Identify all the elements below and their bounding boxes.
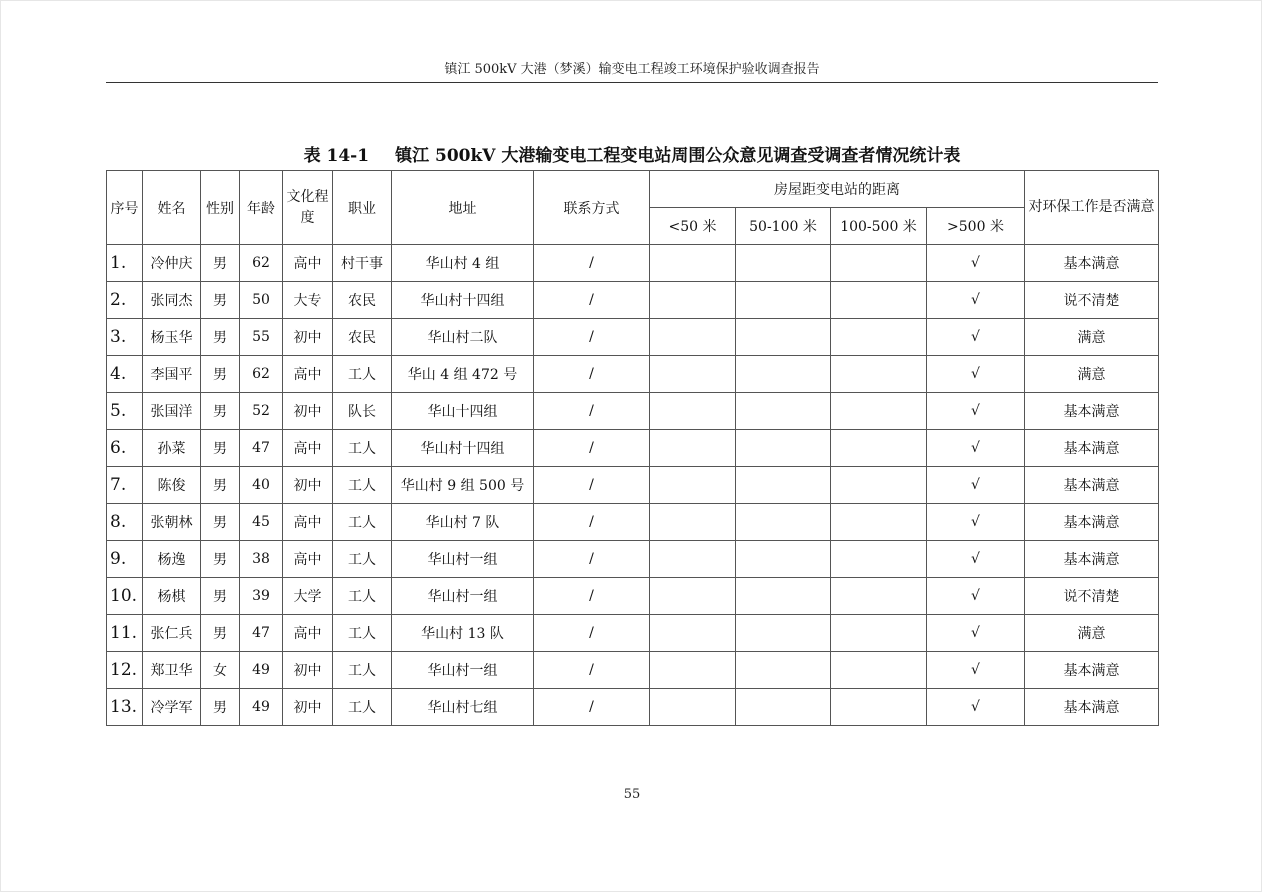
cell-occupation: 队长 (333, 393, 392, 430)
header-age: 年龄 (240, 171, 283, 245)
cell-distance-gt500: √ (927, 689, 1025, 726)
cell-occupation: 农民 (333, 319, 392, 356)
cell-gender: 男 (201, 245, 240, 282)
cell-address: 华山 4 组 472 号 (392, 356, 534, 393)
cell-name: 杨逸 (143, 541, 201, 578)
cell-distance-gt500: √ (927, 245, 1025, 282)
cell-distance-gt500: √ (927, 541, 1025, 578)
cell-occupation: 工人 (333, 467, 392, 504)
cell-address: 华山十四组 (392, 393, 534, 430)
cell-contact: / (534, 689, 650, 726)
cell-distance-lt50 (650, 578, 736, 615)
table-row (107, 430, 1159, 467)
cell-address: 华山村十四组 (392, 430, 534, 467)
cell-no: 8. (107, 504, 143, 541)
cell-education: 初中 (283, 393, 333, 430)
cell-no: 5. (107, 393, 143, 430)
cell-age: 55 (240, 319, 283, 356)
cell-distance-50-100 (736, 319, 831, 356)
cell-distance-100-500 (831, 467, 927, 504)
cell-satisfaction: 基本满意 (1025, 430, 1159, 467)
cell-satisfaction: 说不清楚 (1025, 282, 1159, 319)
cell-gender: 男 (201, 578, 240, 615)
table-caption (106, 145, 1158, 167)
cell-age: 38 (240, 541, 283, 578)
cell-distance-100-500 (831, 652, 927, 689)
table-row (107, 393, 1159, 430)
cell-education: 初中 (283, 467, 333, 504)
table-row (107, 282, 1159, 319)
cell-age: 47 (240, 430, 283, 467)
cell-satisfaction: 基本满意 (1025, 467, 1159, 504)
cell-contact: / (534, 504, 650, 541)
cell-gender: 男 (201, 356, 240, 393)
cell-contact: / (534, 541, 650, 578)
page-number: 55 (623, 787, 641, 802)
cell-age: 39 (240, 578, 283, 615)
cell-distance-100-500 (831, 430, 927, 467)
cell-distance-lt50 (650, 652, 736, 689)
cell-distance-100-500 (831, 504, 927, 541)
cell-satisfaction: 基本满意 (1025, 652, 1159, 689)
cell-no: 6. (107, 430, 143, 467)
cell-no: 1. (107, 245, 143, 282)
cell-distance-100-500 (831, 245, 927, 282)
cell-education: 大专 (283, 282, 333, 319)
cell-satisfaction: 满意 (1025, 319, 1159, 356)
cell-education: 高中 (283, 356, 333, 393)
cell-distance-lt50 (650, 245, 736, 282)
cell-distance-50-100 (736, 689, 831, 726)
cell-no: 7. (107, 467, 143, 504)
cell-distance-gt500: √ (927, 430, 1025, 467)
cell-distance-gt500: √ (927, 282, 1025, 319)
table-row (107, 467, 1159, 504)
cell-distance-50-100 (736, 652, 831, 689)
cell-distance-lt50 (650, 541, 736, 578)
cell-distance-gt500: √ (927, 578, 1025, 615)
cell-gender: 男 (201, 282, 240, 319)
header-no: 序号 (107, 171, 143, 245)
table-row (107, 356, 1159, 393)
header-satisfaction: 对环保工作是否满意 (1025, 171, 1159, 245)
cell-education: 初中 (283, 689, 333, 726)
cell-distance-50-100 (736, 393, 831, 430)
cell-occupation: 工人 (333, 356, 392, 393)
cell-gender: 男 (201, 504, 240, 541)
cell-distance-gt500: √ (927, 615, 1025, 652)
cell-age: 49 (240, 652, 283, 689)
cell-no: 3. (107, 319, 143, 356)
cell-education: 大学 (283, 578, 333, 615)
cell-distance-lt50 (650, 689, 736, 726)
cell-age: 50 (240, 282, 283, 319)
cell-address: 华山村 4 组 (392, 245, 534, 282)
cell-occupation: 农民 (333, 282, 392, 319)
table-row (107, 578, 1159, 615)
cell-distance-lt50 (650, 356, 736, 393)
cell-age: 62 (240, 356, 283, 393)
cell-name: 冷仲庆 (143, 245, 201, 282)
cell-no: 13. (107, 689, 143, 726)
cell-no: 10. (107, 578, 143, 615)
header-education: 文化程度 (283, 171, 333, 245)
cell-distance-gt500: √ (927, 504, 1025, 541)
cell-education: 高中 (283, 541, 333, 578)
cell-distance-lt50 (650, 430, 736, 467)
cell-distance-50-100 (736, 282, 831, 319)
cell-name: 张朝林 (143, 504, 201, 541)
cell-gender: 男 (201, 319, 240, 356)
cell-distance-lt50 (650, 319, 736, 356)
cell-distance-gt500: √ (927, 393, 1025, 430)
cell-occupation: 工人 (333, 652, 392, 689)
cell-distance-100-500 (831, 541, 927, 578)
table-row (107, 541, 1159, 578)
cell-distance-100-500 (831, 615, 927, 652)
cell-distance-100-500 (831, 689, 927, 726)
cell-no: 4. (107, 356, 143, 393)
cell-gender: 男 (201, 430, 240, 467)
cell-contact: / (534, 467, 650, 504)
cell-distance-50-100 (736, 615, 831, 652)
cell-distance-50-100 (736, 356, 831, 393)
cell-no: 12. (107, 652, 143, 689)
cell-distance-lt50 (650, 615, 736, 652)
cell-contact: / (534, 652, 650, 689)
cell-address: 华山村七组 (392, 689, 534, 726)
cell-age: 52 (240, 393, 283, 430)
cell-no: 11. (107, 615, 143, 652)
cell-distance-50-100 (736, 504, 831, 541)
cell-contact: / (534, 615, 650, 652)
running-header: 镇江 500kV 大港（梦溪）输变电工程竣工环境保护验收调查报告 (444, 62, 820, 77)
cell-occupation: 工人 (333, 615, 392, 652)
cell-contact: / (534, 430, 650, 467)
header-distance-100-500: 100-500 米 (831, 208, 927, 245)
cell-distance-100-500 (831, 393, 927, 430)
cell-gender: 男 (201, 393, 240, 430)
cell-distance-50-100 (736, 245, 831, 282)
cell-gender: 男 (201, 615, 240, 652)
cell-education: 高中 (283, 615, 333, 652)
table-row (107, 504, 1159, 541)
caption-title: 镇江 500kV 大港输变电工程变电站周围公众意见调查受调查者情况统计表 (395, 146, 961, 166)
cell-contact: / (534, 578, 650, 615)
cell-no: 9. (107, 541, 143, 578)
cell-address: 华山村一组 (392, 652, 534, 689)
header-row (107, 171, 1159, 208)
cell-gender: 男 (201, 467, 240, 504)
cell-name: 郑卫华 (143, 652, 201, 689)
cell-address: 华山村 13 队 (392, 615, 534, 652)
cell-name: 杨玉华 (143, 319, 201, 356)
header-rule (106, 82, 1158, 83)
cell-satisfaction: 基本满意 (1025, 504, 1159, 541)
cell-address: 华山村一组 (392, 541, 534, 578)
cell-distance-100-500 (831, 319, 927, 356)
cell-contact: / (534, 393, 650, 430)
cell-occupation: 村干事 (333, 245, 392, 282)
cell-name: 张国洋 (143, 393, 201, 430)
cell-contact: / (534, 319, 650, 356)
cell-education: 高中 (283, 245, 333, 282)
cell-name: 杨棋 (143, 578, 201, 615)
cell-satisfaction: 基本满意 (1025, 689, 1159, 726)
cell-gender: 男 (201, 541, 240, 578)
cell-name: 李国平 (143, 356, 201, 393)
cell-distance-gt500: √ (927, 467, 1025, 504)
table-row (107, 689, 1159, 726)
cell-address: 华山村 9 组 500 号 (392, 467, 534, 504)
cell-satisfaction: 说不清楚 (1025, 578, 1159, 615)
cell-age: 62 (240, 245, 283, 282)
header-distance-50-100: 50-100 米 (736, 208, 831, 245)
cell-address: 华山村十四组 (392, 282, 534, 319)
cell-satisfaction: 基本满意 (1025, 541, 1159, 578)
cell-gender: 男 (201, 689, 240, 726)
cell-contact: / (534, 245, 650, 282)
cell-contact: / (534, 356, 650, 393)
header-gender: 性别 (201, 171, 240, 245)
cell-satisfaction: 基本满意 (1025, 393, 1159, 430)
cell-education: 高中 (283, 504, 333, 541)
cell-distance-50-100 (736, 467, 831, 504)
cell-address: 华山村二队 (392, 319, 534, 356)
survey-table (106, 170, 1159, 726)
cell-gender: 女 (201, 652, 240, 689)
cell-occupation: 工人 (333, 430, 392, 467)
cell-education: 高中 (283, 430, 333, 467)
table-row (107, 615, 1159, 652)
header-distance-lt50: <50 米 (650, 208, 736, 245)
table-row (107, 652, 1159, 689)
cell-no: 2. (107, 282, 143, 319)
cell-satisfaction: 满意 (1025, 356, 1159, 393)
table-body (107, 245, 1159, 726)
cell-occupation: 工人 (333, 504, 392, 541)
cell-name: 张仁兵 (143, 615, 201, 652)
cell-distance-100-500 (831, 578, 927, 615)
cell-occupation: 工人 (333, 578, 392, 615)
cell-age: 49 (240, 689, 283, 726)
header-distance-group: 房屋距变电站的距离 (650, 171, 1025, 208)
header-contact: 联系方式 (534, 171, 650, 245)
cell-contact: / (534, 282, 650, 319)
cell-distance-gt500: √ (927, 319, 1025, 356)
header-distance-gt500: >500 米 (927, 208, 1025, 245)
cell-distance-50-100 (736, 430, 831, 467)
cell-distance-gt500: √ (927, 356, 1025, 393)
cell-distance-50-100 (736, 541, 831, 578)
cell-distance-lt50 (650, 504, 736, 541)
header-occupation: 职业 (333, 171, 392, 245)
cell-distance-gt500: √ (927, 652, 1025, 689)
cell-occupation: 工人 (333, 689, 392, 726)
cell-address: 华山村 7 队 (392, 504, 534, 541)
cell-distance-lt50 (650, 393, 736, 430)
cell-name: 冷学军 (143, 689, 201, 726)
table-row (107, 245, 1159, 282)
cell-age: 47 (240, 615, 283, 652)
cell-distance-lt50 (650, 467, 736, 504)
cell-name: 张同杰 (143, 282, 201, 319)
cell-occupation: 工人 (333, 541, 392, 578)
cell-age: 40 (240, 467, 283, 504)
cell-name: 陈俊 (143, 467, 201, 504)
cell-name: 孙菜 (143, 430, 201, 467)
cell-education: 初中 (283, 319, 333, 356)
cell-satisfaction: 基本满意 (1025, 245, 1159, 282)
cell-distance-100-500 (831, 282, 927, 319)
cell-education: 初中 (283, 652, 333, 689)
cell-distance-50-100 (736, 578, 831, 615)
cell-age: 45 (240, 504, 283, 541)
cell-distance-lt50 (650, 282, 736, 319)
caption-number: 表 14-1 (303, 146, 370, 166)
cell-satisfaction: 满意 (1025, 615, 1159, 652)
header-name: 姓名 (143, 171, 201, 245)
header-address: 地址 (392, 171, 534, 245)
cell-distance-100-500 (831, 356, 927, 393)
table-row (107, 319, 1159, 356)
cell-address: 华山村一组 (392, 578, 534, 615)
